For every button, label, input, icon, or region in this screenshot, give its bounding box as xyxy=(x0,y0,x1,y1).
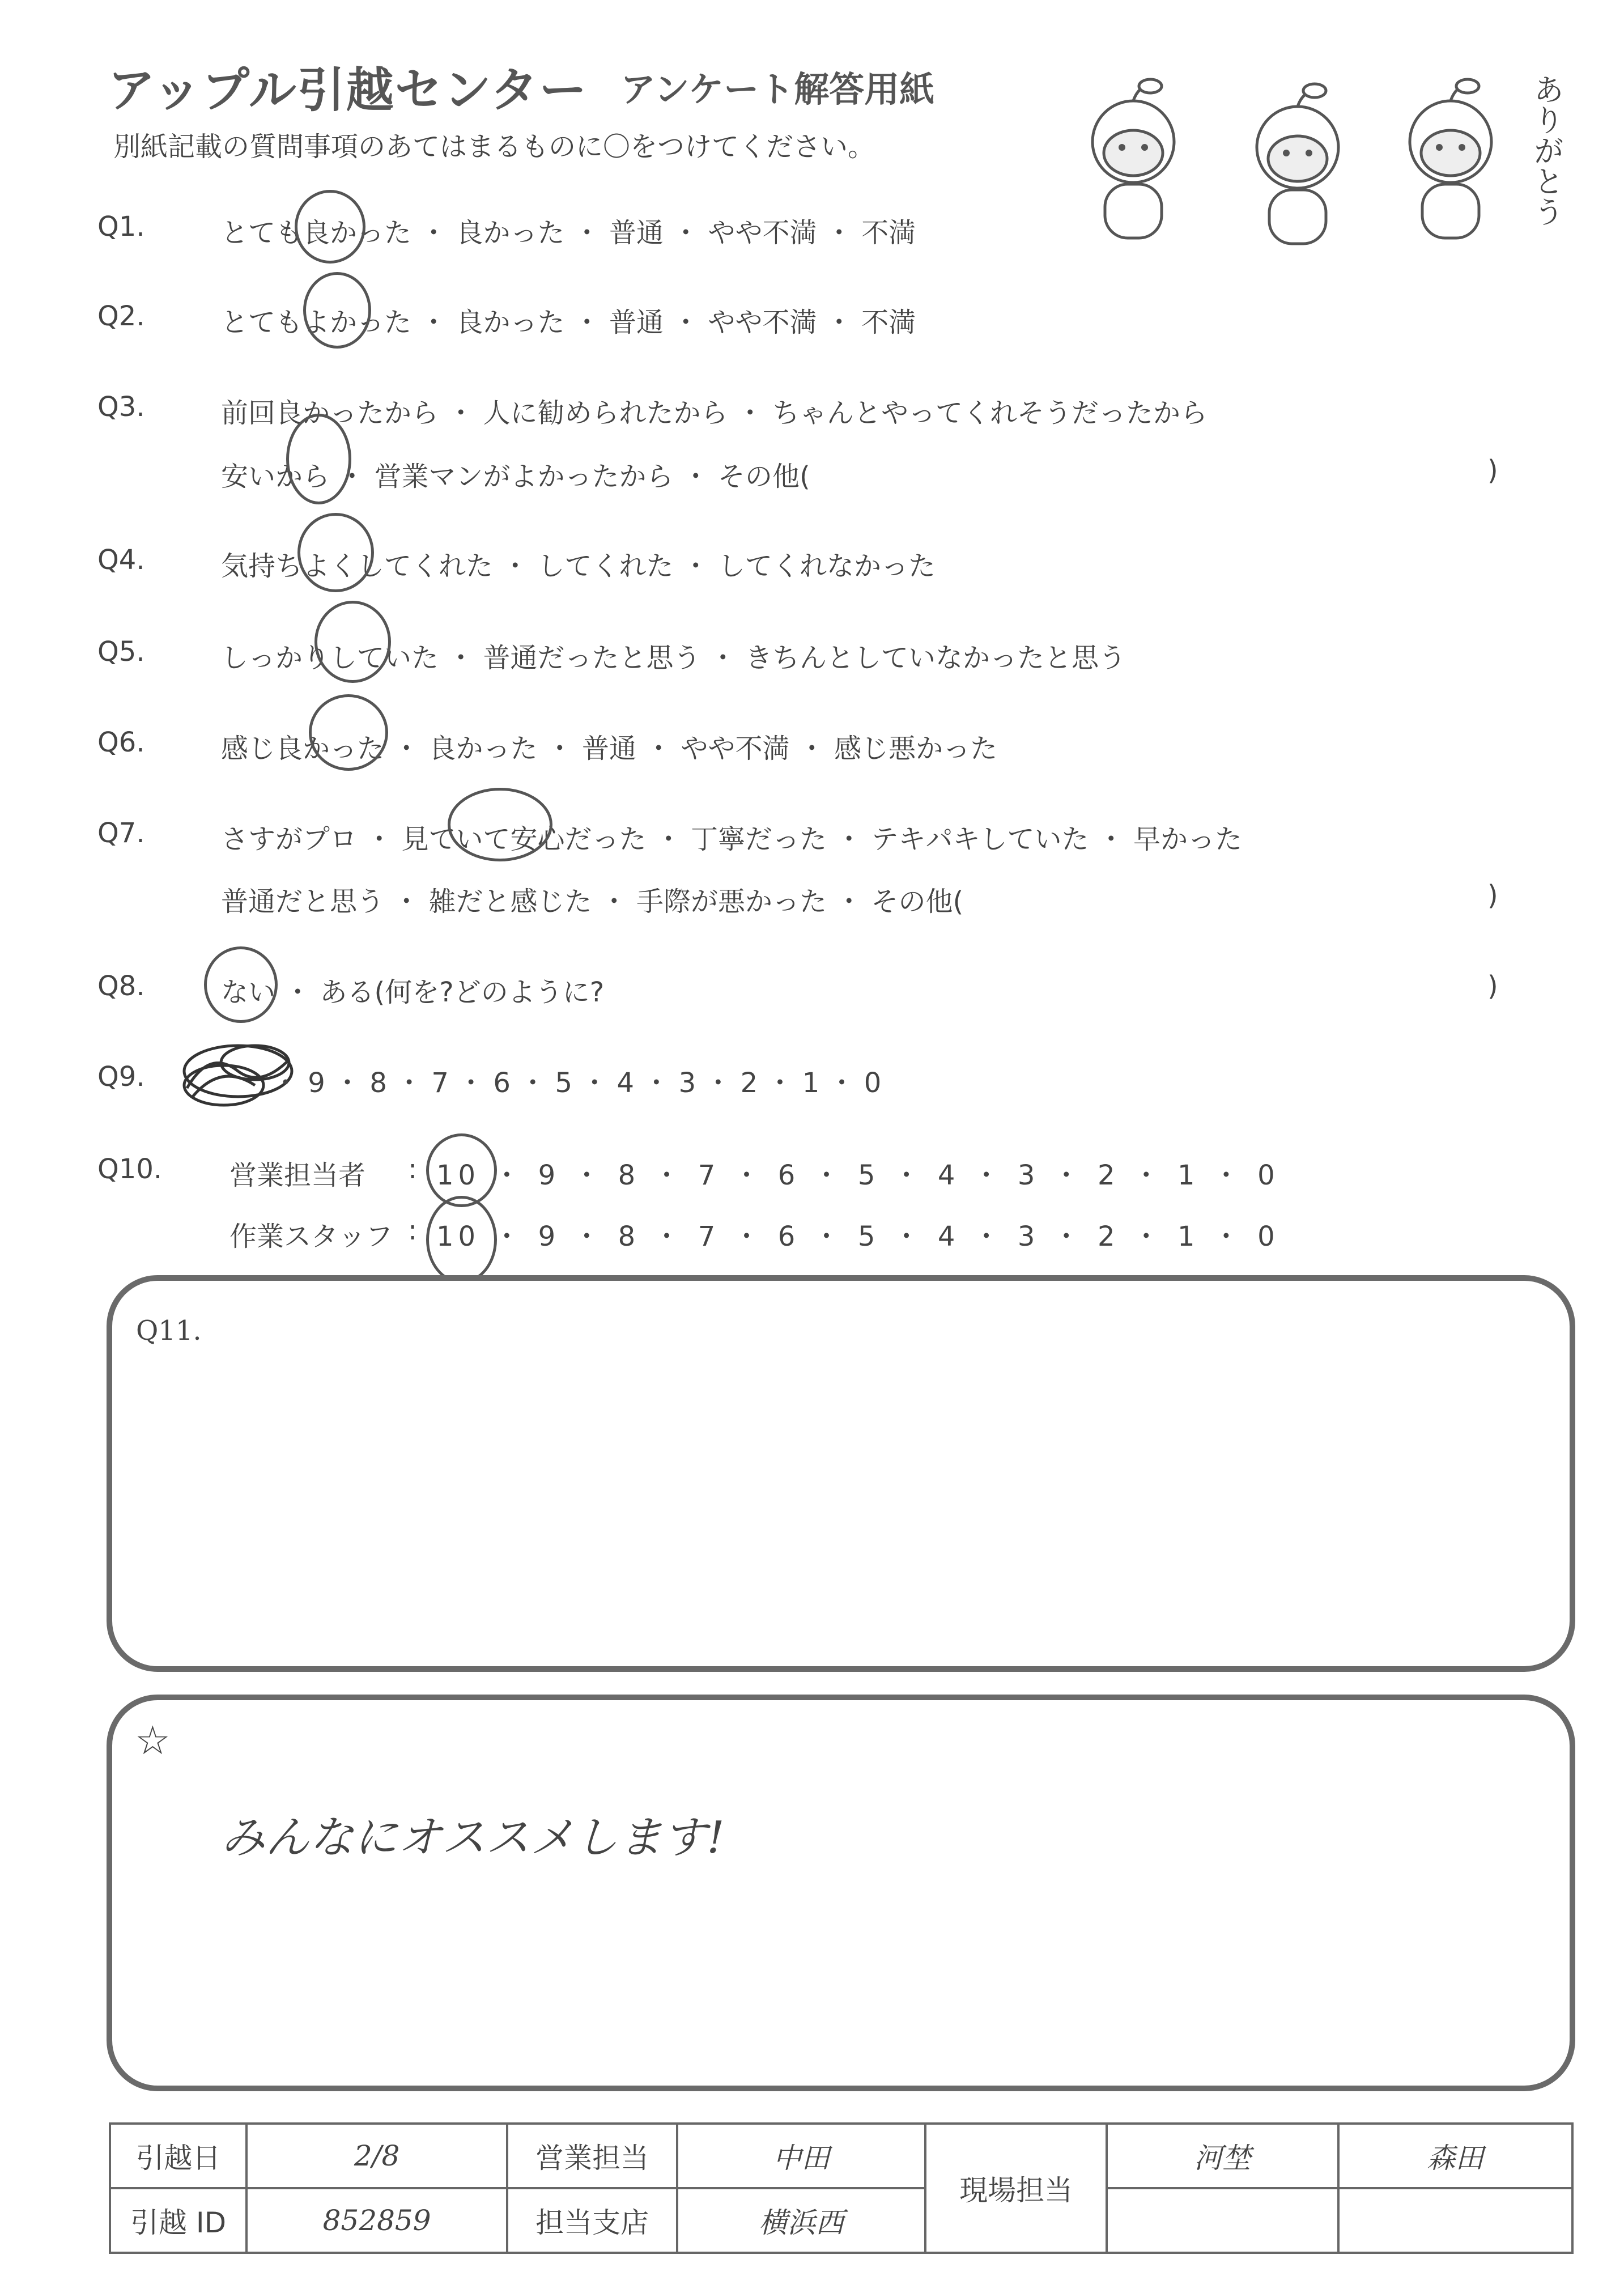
q1-label: Q1. xyxy=(97,211,145,243)
q11-label: Q11. xyxy=(136,1315,202,1347)
q10-staff-answer-circle xyxy=(426,1196,497,1284)
q4-answer-circle xyxy=(297,513,374,592)
site-staff-2: 森田 xyxy=(1338,2124,1572,2188)
q4-label: Q4. xyxy=(97,544,145,576)
q10-sales-label: 営業担当者 xyxy=(229,1160,366,1191)
comment-box[interactable] xyxy=(107,1695,1575,2091)
q6-label: Q6. xyxy=(97,727,145,758)
instruction-text: 別紙記載の質問事項のあてはまるものに〇をつけてください。 xyxy=(113,131,875,163)
q8-options[interactable]: ない ・ ある(何を?どのように? xyxy=(221,976,605,1008)
q10-sales-colon: : xyxy=(408,1153,418,1185)
q1-options[interactable]: とても良かった ・ 良かった ・ 普通 ・ やや不満 ・ 不満 xyxy=(221,217,916,249)
site-staff-1: 河埜 xyxy=(1107,2124,1338,2188)
q7-options-line2[interactable]: 普通だと思う ・ 雑だと感じた ・ 手際が悪かった ・ その他( xyxy=(221,886,964,918)
sales-rep-value: 中田 xyxy=(677,2124,925,2188)
move-date-value: 2/8 xyxy=(246,2124,507,2188)
q1-answer-circle xyxy=(295,190,365,264)
q3-options-line2[interactable]: 安いから ・ 営業マンがよかったから ・ その他( xyxy=(221,461,810,492)
q11-box[interactable] xyxy=(107,1275,1575,1672)
q6-answer-circle xyxy=(309,694,388,771)
thanks-text: ありがとう xyxy=(1529,74,1565,227)
form-title: アップル引越センター xyxy=(108,62,588,118)
move-date-label: 引越日 xyxy=(110,2124,246,2188)
q8-close-paren: ) xyxy=(1487,970,1498,1002)
q8-label: Q8. xyxy=(97,970,145,1002)
q10-staff-label: 作業スタッフ xyxy=(229,1221,393,1252)
form-subtitle: アンケート解答用紙 xyxy=(620,69,935,110)
q3-options-line1[interactable]: 前回良かったから ・ 人に勧められたから ・ ちゃんとやってくれそうだったから xyxy=(221,397,1208,429)
q2-answer-circle xyxy=(303,272,371,349)
q2-options[interactable]: とてもよかった ・ 良かった ・ 普通 ・ やや不満 ・ 不満 xyxy=(221,307,916,338)
q7-close-paren: ) xyxy=(1487,880,1498,911)
sales-rep-label: 営業担当 xyxy=(507,2124,677,2188)
monkey-mascots-illustration xyxy=(1060,68,1558,255)
q3-label: Q3. xyxy=(97,391,145,423)
footer-info-table xyxy=(109,2122,1574,2254)
q5-answer-circle xyxy=(314,601,391,683)
branch-value: 横浜西 xyxy=(677,2188,925,2253)
move-id-label: 引越 ID xyxy=(110,2188,246,2253)
q5-options[interactable]: しっかりしていた ・ 普通だったと思う ・ きちんとしていなかったと思う xyxy=(221,642,1126,674)
q2-label: Q2. xyxy=(97,300,145,332)
branch-label: 担当支店 xyxy=(507,2188,677,2253)
q8-answer-circle xyxy=(204,946,278,1023)
q4-options[interactable]: 気持ちよくしてくれた ・ してくれた ・ してくれなかった xyxy=(221,550,936,582)
q10-label: Q10. xyxy=(97,1153,163,1185)
star-icon: ☆ xyxy=(135,1717,171,1764)
q9-label: Q9. xyxy=(97,1061,145,1093)
q10-staff-colon: : xyxy=(408,1215,418,1246)
q5-label: Q5. xyxy=(97,636,145,668)
q10-sales-scale[interactable]: 10 ・ 9 ・ 8 ・ 7 ・ 6 ・ 5 ・ 4 ・ 3 ・ 2 ・ 1 ・ 0 xyxy=(436,1160,1279,1191)
comment-handwriting: みんなにオススメします! xyxy=(221,1812,725,1863)
site-staff-label: 現場担当 xyxy=(925,2124,1107,2253)
q9-scale[interactable]: ・ 9 ・ 8 ・ 7 ・ 6 ・ 5 ・ 4 ・ 3 ・ 2 ・ 1 ・ 0 xyxy=(272,1067,882,1099)
move-id-value: 852859 xyxy=(246,2188,507,2253)
q6-options[interactable]: 感じ良かった ・ 良かった ・ 普通 ・ やや不満 ・ 感じ悪かった xyxy=(221,733,998,765)
site-staff-empty-2 xyxy=(1338,2188,1572,2253)
q3-close-paren: ) xyxy=(1487,455,1498,486)
q7-answer-circle xyxy=(448,788,552,861)
q7-options-line1[interactable]: さすがプロ ・ 見ていて安心だった ・ 丁寧だった ・ テキパキしていた ・ 早かった xyxy=(221,823,1243,855)
site-staff-empty-1 xyxy=(1107,2188,1338,2253)
q3-answer-circle xyxy=(286,414,351,504)
q10-staff-scale[interactable]: 10 ・ 9 ・ 8 ・ 7 ・ 6 ・ 5 ・ 4 ・ 3 ・ 2 ・ 1 ・ 0 xyxy=(436,1221,1279,1252)
q7-label: Q7. xyxy=(97,817,145,849)
